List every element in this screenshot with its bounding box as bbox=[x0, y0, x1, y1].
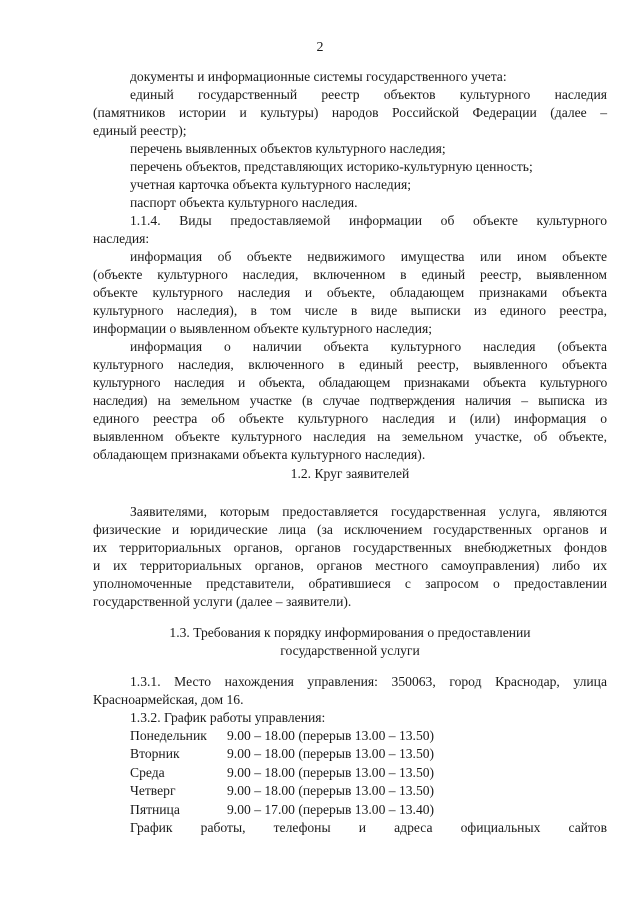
text-line: Заявителями, которым предоставляется государственная услуга, являются bbox=[130, 504, 607, 519]
schedule-day: Пятница bbox=[130, 801, 180, 817]
text-line: единого реестра об объекте культурного наследия и (или) информация о bbox=[93, 411, 607, 426]
text-line: информация о наличии объекта культурного наследия (объекта bbox=[130, 339, 607, 354]
page-number: 2 bbox=[316, 40, 324, 55]
text-line: единый государственный реестр объектов культурного наследия bbox=[130, 87, 607, 102]
text-line: График работы, телефоны и адреса официальных сайтов bbox=[130, 820, 607, 835]
text-line: Красноармейская, дом 16. bbox=[93, 692, 244, 707]
text-line: и их территориальных органов, органов местного самоуправления) либо их bbox=[93, 558, 607, 573]
schedule-hours: 9.00 – 18.00 (перерыв 13.00 – 13.50) bbox=[227, 728, 435, 743]
text-line: уполномоченные представители, обратившиеся с запросом о предоставлении bbox=[93, 576, 607, 591]
text-line: культурного наследия), в том числе в виде выписки из единого реестра, bbox=[93, 303, 607, 318]
text-line: документы и информационные системы государственного учета: bbox=[130, 69, 507, 84]
text-line: (памятников истории и культуры) народов Российской Федерации (далее – bbox=[93, 105, 607, 120]
text-line: информации о выявленном объекте культурного наследия; bbox=[93, 321, 433, 336]
text-line: государственной услуги (далее – заявители). bbox=[93, 594, 352, 609]
schedule-hours: 9.00 – 17.00 (перерыв 13.00 – 13.40) bbox=[227, 801, 435, 817]
text-line: единый реестр); bbox=[93, 123, 187, 138]
schedule-day: Вторник bbox=[130, 746, 180, 762]
section-heading: 1.1.4. Виды предоставляемой информации об объекте культурного bbox=[130, 213, 607, 228]
text-line: наследия: bbox=[93, 231, 150, 246]
work-schedule bbox=[130, 727, 434, 819]
text-line: паспорт объекта культурного наследия. bbox=[130, 195, 358, 210]
text-line: выявленном объекте культурного наследия на земельном участке, об объекте, bbox=[93, 429, 607, 444]
text-line: учетная карточка объекта культурного наследия; bbox=[130, 177, 412, 192]
text-line: их территориальных органов, органов государственных внебюджетных фондов bbox=[93, 540, 607, 555]
section-heading: 1.3.2. График работы управления: bbox=[130, 710, 326, 725]
schedule-hours: 9.00 – 18.00 (перерыв 13.00 – 13.50) bbox=[227, 783, 435, 799]
text-line: перечень объектов, представляющих историко-культурную ценность; bbox=[130, 159, 533, 174]
text-line: физические и юридические лица (за исключением государственных органов и bbox=[93, 522, 607, 537]
text-line: объекте культурного наследия и объекте, обладающем признаками объекта bbox=[93, 285, 607, 300]
text-line: 1.3.1. Место нахождения управления: 350063, город Краснодар, улица bbox=[130, 674, 607, 689]
schedule-row bbox=[130, 801, 434, 819]
text-line: наследия) на земельном участке (в случае подтверждения наличия – выписка из bbox=[93, 393, 607, 408]
text-line: культурного наследия и объекта, обладающем признаками объекта культурного bbox=[93, 375, 607, 390]
text-line: информация об объекте недвижимого имущества или ином объекте bbox=[130, 249, 607, 264]
schedule-day: Среда bbox=[130, 764, 165, 780]
schedule-hours: 9.00 – 18.00 (перерыв 13.00 – 13.50) bbox=[227, 764, 435, 780]
text-line: перечень выявленных объектов культурного наследия; bbox=[130, 141, 446, 156]
schedule-row bbox=[130, 782, 434, 800]
schedule-row bbox=[130, 764, 434, 782]
text-line: (объекте культурного наследия, включенном в единый реестр, выявленном bbox=[93, 267, 607, 282]
schedule-row bbox=[130, 745, 434, 763]
schedule-hours: 9.00 – 18.00 (перерыв 13.00 – 13.50) bbox=[227, 746, 435, 762]
schedule-row bbox=[130, 727, 434, 745]
section-title: 1.2. Круг заявителей bbox=[290, 466, 410, 481]
schedule-day: Понедельник bbox=[130, 728, 207, 743]
schedule-day: Четверг bbox=[130, 783, 176, 799]
text-line: обладающем признаками объекта культурного наследия). bbox=[93, 447, 426, 462]
section-title: 1.3. Требования к порядку информирования о предоставлении bbox=[169, 625, 531, 640]
text-line: культурного наследия, включенного в единый реестр, выявленного объекта bbox=[93, 357, 607, 372]
section-title: государственной услуги bbox=[280, 643, 420, 658]
